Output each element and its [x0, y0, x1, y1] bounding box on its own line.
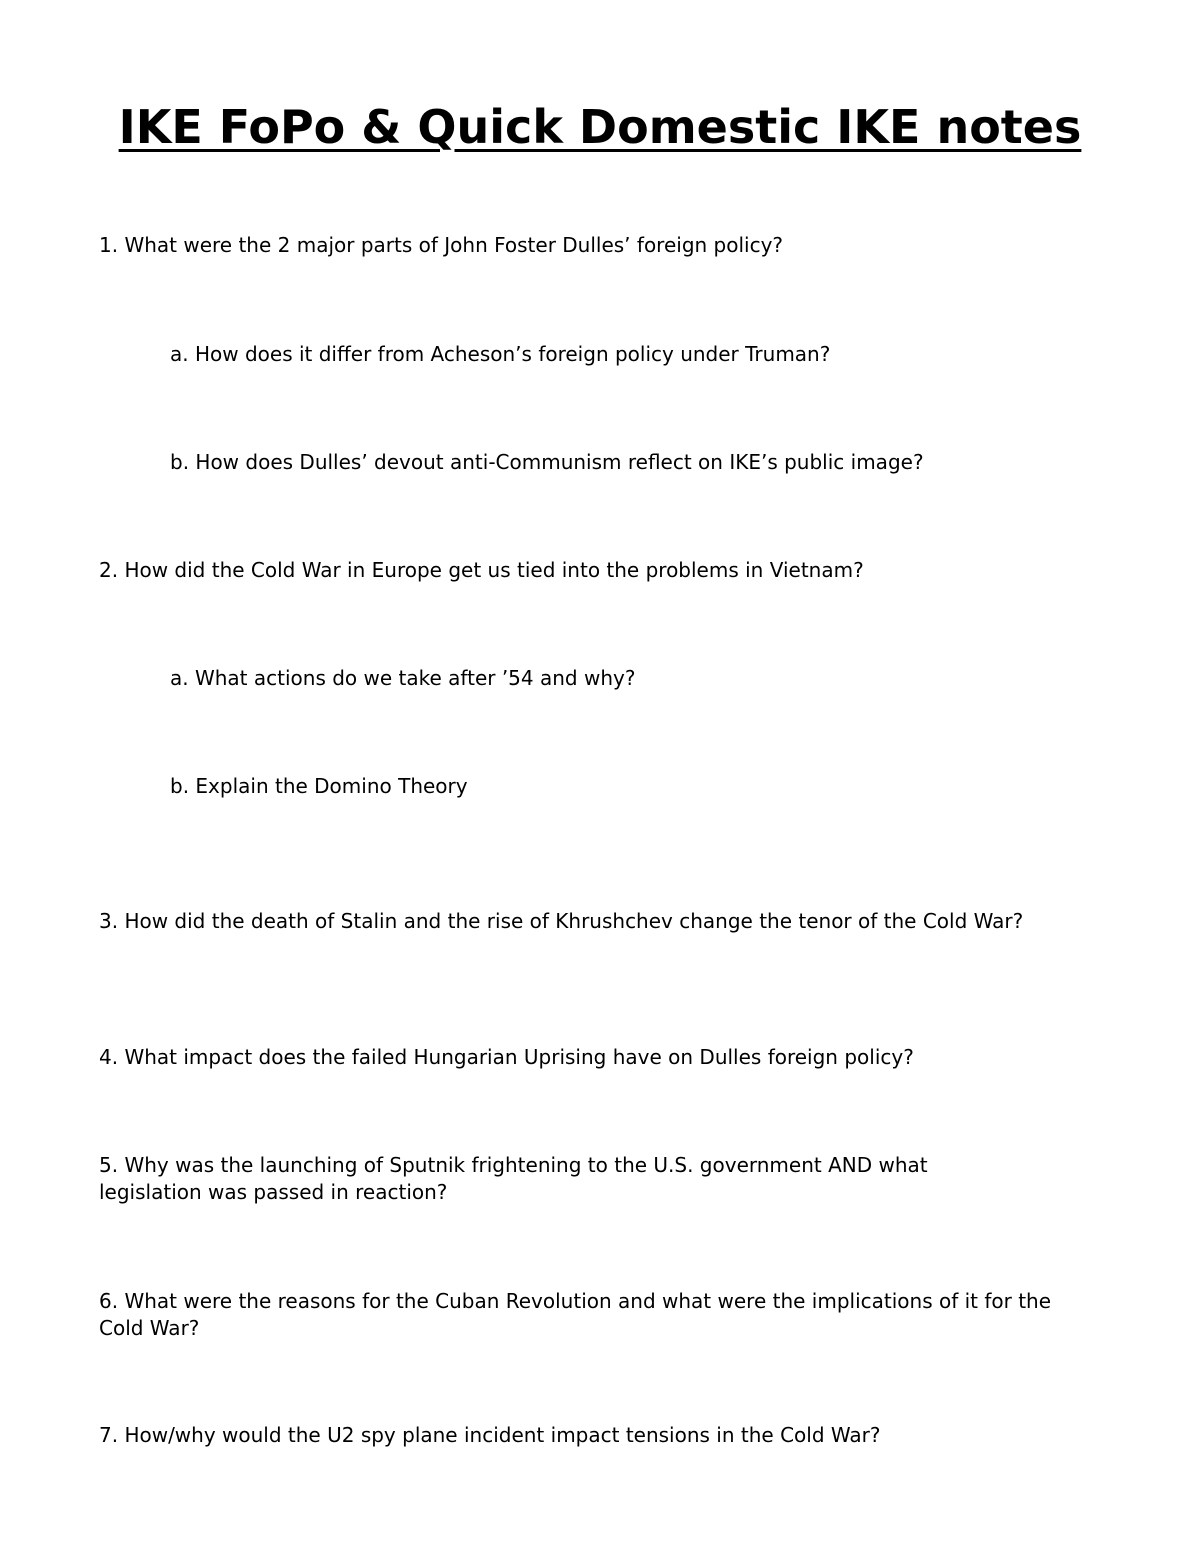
question-2: 2. How did the Cold War in Europe get us tied into the problems in Vietnam? — [99, 558, 864, 582]
question-7: 7. How/why would the U2 spy plane incident impact tensions in the Cold War? — [99, 1423, 881, 1447]
page-title: IKE FoPo & Quick Domestic IKE notes — [118, 100, 1082, 154]
question-2a: a. What actions do we take after ’54 and why? — [170, 666, 636, 690]
question-1b: b. How does Dulles’ devout anti-Communism reflect on IKE’s public image? — [170, 450, 924, 474]
question-1a: a. How does it differ from Acheson’s foreign policy under Truman? — [170, 342, 831, 366]
question-5: 5. Why was the launching of Sputnik frightening to the U.S. government AND what legislation was passed in reaction? — [99, 1153, 928, 1204]
question-4: 4. What impact does the failed Hungarian Uprising have on Dulles foreign policy? — [99, 1045, 914, 1069]
question-2b: b. Explain the Domino Theory — [170, 774, 468, 798]
question-6: 6. What were the reasons for the Cuban Revolution and what were the implications of it for the Cold War? — [99, 1289, 1052, 1340]
question-1: 1. What were the 2 major parts of John Foster Dulles’ foreign policy? — [99, 233, 784, 257]
question-3: 3. How did the death of Stalin and the rise of Khrushchev change the tenor of the Cold War? — [99, 909, 1024, 933]
